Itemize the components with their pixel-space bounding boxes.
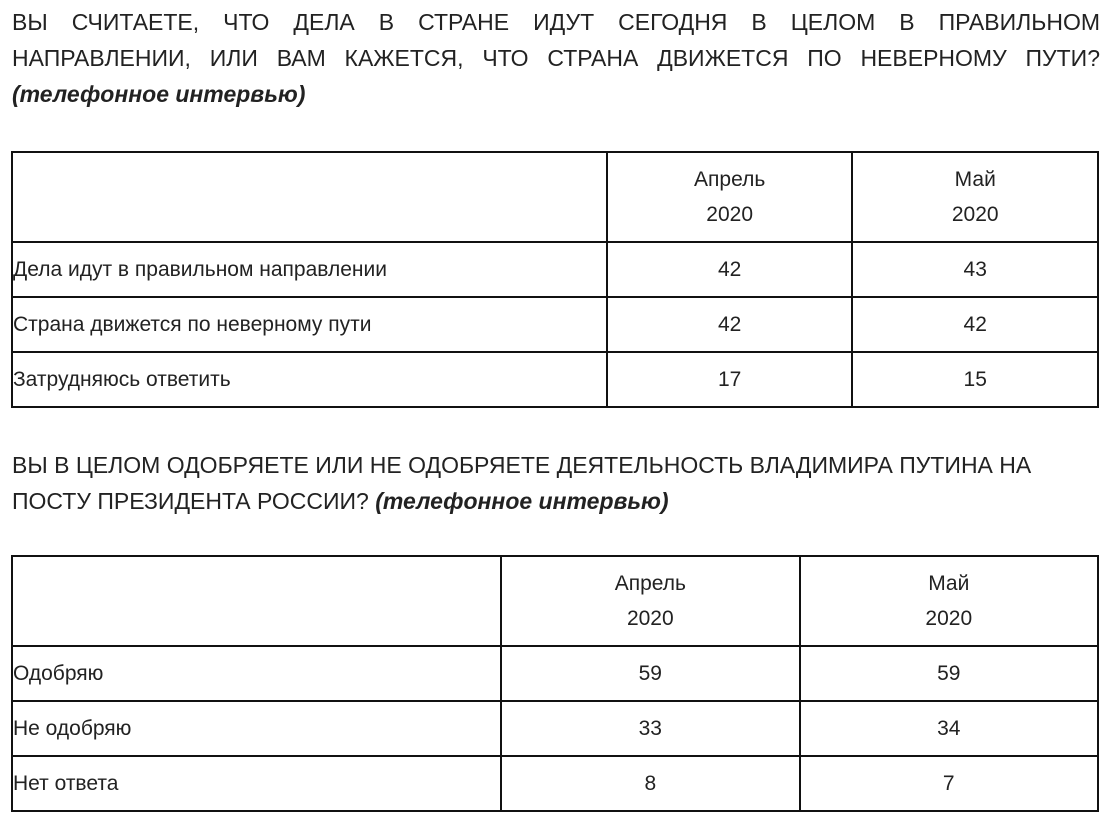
row-label: Страна движется по неверному пути bbox=[12, 297, 607, 352]
value-april: 42 bbox=[607, 242, 853, 297]
header-april bbox=[501, 556, 799, 646]
question-1 bbox=[12, 4, 1100, 112]
header-year: 2020 bbox=[951, 203, 999, 226]
header-empty-cell bbox=[12, 152, 607, 242]
value-april: 42 bbox=[607, 297, 853, 352]
value-april: 59 bbox=[501, 646, 799, 701]
question-2-line-1: ВЫ В ЦЕЛОМ ОДОБРЯЕТЕ ИЛИ НЕ ОДОБРЯЕТЕ ДЕЯТЕЛЬНОСТЬ ВЛАДИМИРА ПУТИНА НА bbox=[12, 452, 1032, 478]
table-row bbox=[12, 242, 1098, 297]
header-may bbox=[852, 152, 1098, 242]
value-may: 59 bbox=[800, 646, 1098, 701]
header-month: Апрель bbox=[614, 572, 686, 595]
table-approval bbox=[11, 555, 1099, 812]
table-row bbox=[12, 646, 1098, 701]
question-2-note: (телефонное интервью) bbox=[375, 488, 669, 514]
row-label: Нет ответа bbox=[12, 756, 501, 811]
table-row bbox=[12, 352, 1098, 407]
value-may: 43 bbox=[852, 242, 1098, 297]
row-label: Затрудняюсь ответить bbox=[12, 352, 607, 407]
table-header-row bbox=[12, 556, 1098, 646]
question-1-line-2: НАПРАВЛЕНИИ, ИЛИ ВАМ КАЖЕТСЯ, ЧТО СТРАНА ДВИЖЕТСЯ ПО НЕВЕРНОМУ ПУТИ? bbox=[12, 45, 1100, 71]
question-2 bbox=[12, 447, 1100, 519]
row-label: Дела идут в правильном направлении bbox=[12, 242, 607, 297]
value-may: 15 bbox=[852, 352, 1098, 407]
value-april: 17 bbox=[607, 352, 853, 407]
question-1-note: (телефонное интервью) bbox=[12, 81, 306, 107]
header-may bbox=[800, 556, 1098, 646]
value-may: 34 bbox=[800, 701, 1098, 756]
header-year: 2020 bbox=[925, 607, 973, 630]
header-month: Май bbox=[928, 572, 970, 595]
table-header-row bbox=[12, 152, 1098, 242]
header-month: Апрель bbox=[694, 168, 766, 191]
header-april bbox=[607, 152, 853, 242]
value-may: 7 bbox=[800, 756, 1098, 811]
table-row bbox=[12, 756, 1098, 811]
header-year: 2020 bbox=[706, 203, 754, 226]
table-row bbox=[12, 297, 1098, 352]
header-month: Май bbox=[954, 168, 996, 191]
table-row bbox=[12, 701, 1098, 756]
row-label: Не одобряю bbox=[12, 701, 501, 756]
question-2-line-2-text: ПОСТУ ПРЕЗИДЕНТА РОССИИ? bbox=[12, 488, 369, 514]
table-direction bbox=[11, 151, 1099, 408]
value-april: 33 bbox=[501, 701, 799, 756]
question-2-line-2 bbox=[12, 483, 1100, 519]
question-1-line-1: ВЫ СЧИТАЕТЕ, ЧТО ДЕЛА В СТРАНЕ ИДУТ СЕГОДНЯ В ЦЕЛОМ В ПРАВИЛЬНОМ bbox=[12, 9, 1100, 35]
value-may: 42 bbox=[852, 297, 1098, 352]
header-empty-cell bbox=[12, 556, 501, 646]
value-april: 8 bbox=[501, 756, 799, 811]
row-label: Одобряю bbox=[12, 646, 501, 701]
header-year: 2020 bbox=[626, 607, 674, 630]
